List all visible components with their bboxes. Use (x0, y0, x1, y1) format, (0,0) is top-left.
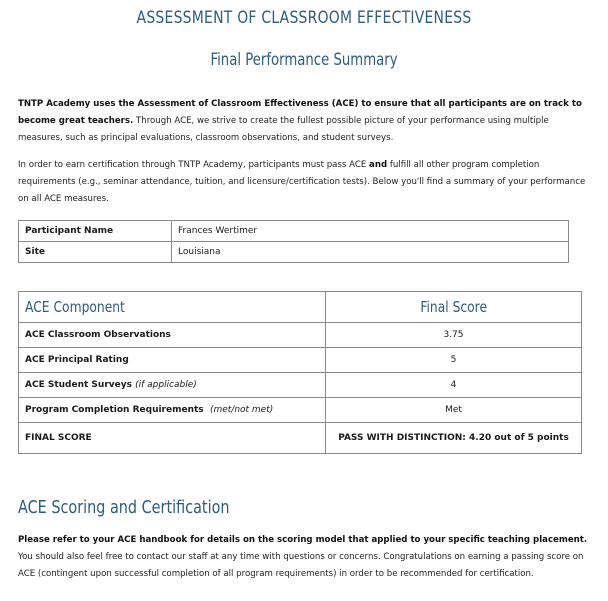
site-row (19, 242, 569, 263)
scoring-text: You should also feel free to contact our staff at any time with questions or concerns. Congratulations on earning a passing score on ACE (contingent upon successful completion of all program requirements) in order to be recommended for certification. (18, 552, 584, 579)
component-note: (met/not met) (209, 405, 274, 415)
ace-table-header-row (19, 292, 582, 323)
table-row (19, 373, 582, 398)
component-score: 5 (326, 348, 582, 373)
component-score: Met (326, 398, 582, 423)
final-score-row (19, 423, 582, 454)
component-name: ACE Classroom Observations (25, 330, 171, 340)
site-value: Louisiana (172, 242, 569, 263)
component-label (19, 348, 326, 373)
component-name: Program Completion Requirements (25, 405, 204, 415)
component-score: 3.75 (326, 323, 582, 348)
site-label: Site (19, 242, 172, 263)
table-row (19, 348, 582, 373)
final-score-header (326, 292, 582, 323)
ace-component-header-text: ACE Component (25, 298, 125, 316)
intro-text: Through ACE, we strive to create the fullest possible picture of your performance using multiple measures, such as principal evaluations, classroom observations, and student surveys. (18, 116, 549, 143)
final-score-label: FINAL SCORE (19, 423, 326, 454)
ace-component-header (19, 292, 326, 323)
participant-name-label: Participant Name (19, 221, 172, 242)
table-row (19, 398, 582, 423)
certification-paragraph (18, 157, 590, 208)
participant-name-row (19, 221, 569, 242)
component-label (19, 323, 326, 348)
ace-score-table (18, 291, 582, 454)
certification-text-1: In order to earn certification through TNTP Academy, participants must pass ACE (18, 160, 370, 170)
component-label (19, 398, 326, 423)
component-label (19, 373, 326, 398)
scoring-paragraph (18, 532, 590, 583)
certification-bold-and: and (369, 160, 388, 170)
intro-bold-lead: TNTP Academy uses the Assessment of Classroom Effectiveness (ACE) to ensure that all participants are on track to become great teachers. (18, 99, 582, 126)
participant-table (18, 220, 569, 263)
scoring-section-heading: ACE Scoring and Certification (18, 497, 230, 518)
final-score-header-text: Final Score (420, 298, 487, 316)
document-title: ASSESSMENT OF CLASSROOM EFFECTIVENESS (136, 8, 472, 28)
component-note: (if applicable) (135, 380, 197, 390)
certification-text-2: fulfill all other program completion requirements (e.g., seminar attendance, tuition, and licensure/certification tests). Below you'll find a summary of your performance on all ACE measures. (18, 160, 586, 204)
component-name: ACE Student Surveys (25, 380, 132, 390)
intro-paragraph (18, 96, 590, 147)
final-score-value: PASS WITH DISTINCTION: 4.20 out of 5 points (326, 423, 582, 454)
participant-name-value: Frances Wertimer (172, 221, 569, 242)
document-subtitle: Final Performance Summary (210, 50, 398, 70)
component-score: 4 (326, 373, 582, 398)
component-name: ACE Principal Rating (25, 355, 129, 365)
table-row (19, 323, 582, 348)
scoring-bold-lead: Please refer to your ACE handbook for details on the scoring model that applied to your specific teaching placement. (18, 535, 588, 545)
